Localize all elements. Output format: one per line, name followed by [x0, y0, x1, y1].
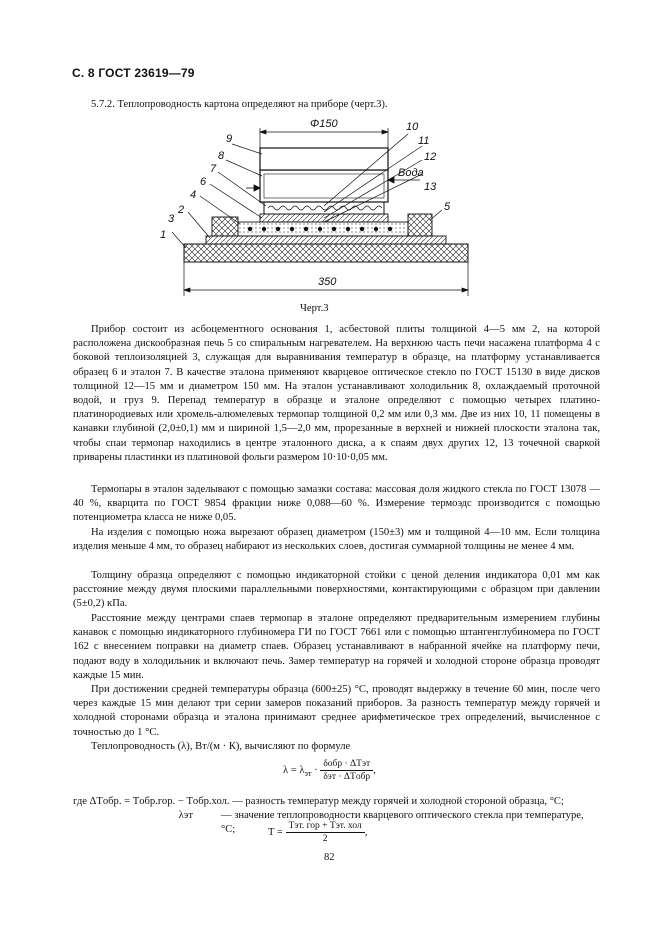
formula2-denominator: 2: [322, 834, 328, 844]
figure-caption: Черт.3: [300, 303, 329, 314]
label-width: 350: [318, 276, 337, 288]
paragraph-4: Толщину образца определяют с помощью индикаторной стойки с ценой деления индикатора 0,01 мм как расстояние между двумя плоскими параллельными поверхностями, контактирующими с образцом при давлении (5±0,2) кПа.: [73, 570, 600, 610]
definition-1-term: где ΔTобр. = Tобр.гор. − Tобр.хол.: [73, 796, 230, 807]
weight-9: [260, 148, 388, 170]
label-3: 3: [168, 213, 175, 225]
formula1-fraction: [320, 758, 373, 783]
standard-7: [264, 202, 384, 214]
formula1-lhs-sub: эт: [304, 769, 312, 779]
definition-1: [73, 795, 600, 809]
definition-2-term: λэт: [178, 810, 193, 821]
label-diameter: Φ150: [310, 118, 338, 130]
formula-mean-temperature: [268, 820, 367, 845]
intro-text: 5.7.2. Теплопроводность картона определяют на приборе (черт.3).: [91, 99, 388, 110]
formula2-numerator: Tэт. гор + Tэт. хол: [286, 820, 365, 833]
paragraph-2: Термопары в эталон заделывают с помощью замазки состава: массовая доля жидкого стекла по ГОСТ 13078 — 40 %, кварцита по ГОСТ 9854 фракции ниже 0,088—60 %. Измерение термоэдс производится с помощью потенциометра класса не ниже 0,05.: [73, 484, 600, 524]
label-13: 13: [424, 181, 437, 193]
paragraph-1: Прибор состоит из асбоцементного основания 1, асбестовой плиты толщиной 4—5 мм 2, на которой расположена дискообразная печь 5 со спиральным нагревателем. На верхнюю часть печи насажена платформа 4 с боковой теплоизоляцией 3, служащая для выравнивания температур в образце, на платформу устанавливается образец 6 и эталон 7. В качестве эталона применяют кварцевое оптическое стекло по ГОСТ 15130 в виде дисков толщиной 12—15 мм и диаметром 150 мм. На эталон устанавливают холодильник 8, охлаждаемый проточной водой, и груз 9. Перепад температур в образце и эталоне определяют с помощью четырех платино-платинородиевых или хромель-алюмелевых термопар толщиной 0,2 мм или 0,3 мм. Две из них 10, 11 помещены в канавки глубиной (2,0±0,1) мм и шириной 1,5—2,0 мм, прорезанные в верхней и нижней плоскости эталона так, чтобы спаи термопар находились в центре эталонного диска, а к спаям двух других 12, 13 точечной сваркой приварены пластинки из платиновой фольги размером 10·10·0,05 мм.: [73, 324, 600, 463]
page-header: С. 8 ГОСТ 23619—79: [72, 66, 195, 80]
formula2-tail: ,: [364, 826, 368, 838]
label-water: Вода: [398, 167, 424, 179]
formula-lambda: [283, 758, 376, 783]
definition-1-text: — разность температур между горячей и холодной стороной образца, °С;: [232, 796, 564, 807]
label-10: 10: [406, 121, 419, 133]
base-1: [184, 244, 468, 262]
cooler-8: [260, 170, 388, 202]
label-9: 9: [226, 133, 233, 145]
label-12: 12: [424, 151, 437, 163]
apparatus-diagram: [150, 114, 480, 300]
plate-2: [206, 236, 446, 244]
paragraph-5: Расстояние между центрами спаев термопар в эталоне определяют предварительным измерением глубины канавок с помощью индикаторного глубиномера ГИ по ГОСТ 7661 или с помощью штангенглубиномера по ГОСТ 162 с внесением поправки на диаметр спаев. Образец устанавливают в набранной ячейке на платформу печи, подают воду в холодильник и включают печь. Замер температур на горячей и холодной стороне образца проводят каждые 15 мин.: [73, 613, 600, 681]
formula1-tail: ,: [373, 764, 376, 776]
label-4: 4: [190, 189, 197, 201]
formula1-numerator: δобр · ΔTэт: [320, 758, 373, 771]
oven-5: [408, 214, 432, 236]
label-2: 2: [178, 204, 185, 216]
label-7: 7: [210, 163, 217, 175]
label-8: 8: [218, 150, 225, 162]
formula1-dot: ·: [311, 764, 321, 776]
paragraph-6: При достижении средней температуры образца (600±25) °С, проводят выдержку в течение 60 мин, после чего через каждые 15 мин делают три серии замеров показаний приборов. За разность температур между горячей и холодной сторонами образца и эталона принимают среднее арифметическое трех определений, вычисленное с точностью до 1 °С.: [73, 684, 600, 738]
formula2-lhs: T =: [268, 826, 283, 838]
formula1-lhs: λ = λ: [283, 764, 305, 776]
label-6: 6: [200, 176, 207, 188]
formula2-fraction: [286, 820, 365, 845]
formula1-denominator: δэт · ΔTобр: [323, 772, 371, 782]
label-1: 1: [160, 229, 167, 241]
paragraph-3: На изделия с помощью ножа вырезают образец диаметром (150±3) мм и толщиной 4—10 мм. Если толщина изделия меньше 4 мм, то образец набирают из нескольких слоев, достигая суммарной толщины не менее 4 мм.: [73, 527, 600, 553]
label-5: 5: [444, 201, 451, 213]
label-11: 11: [418, 135, 430, 147]
paragraph-7: Теплопроводность (λ), Вт/(м · К), вычисляют по формуле: [91, 741, 351, 752]
page-number: 82: [324, 852, 335, 863]
definition-2-text: — значение теплопроводности кварцевого оптического стекла при температуре, °С;: [221, 810, 584, 835]
